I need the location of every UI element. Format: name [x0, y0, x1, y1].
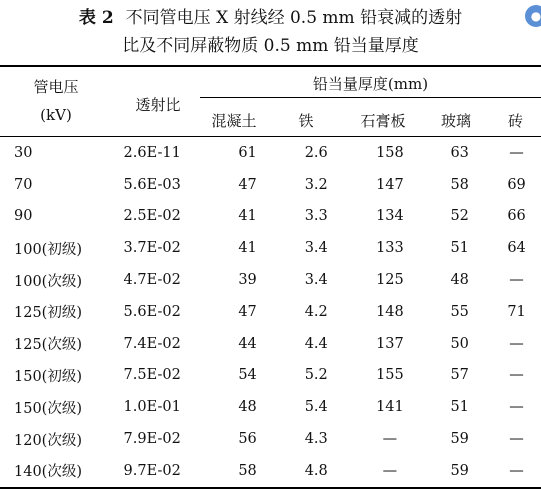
cell-glass: 52	[450, 208, 469, 225]
cell-concrete: 58	[238, 462, 257, 479]
cell-ratio: 9.7E-02	[123, 462, 181, 479]
cell-glass: 59	[450, 431, 469, 448]
table-row	[0, 328, 541, 360]
cell-brick: 66	[507, 208, 526, 225]
table-row	[0, 423, 541, 455]
cell-iron: 4.2	[304, 303, 328, 320]
cell-iron: 2.6	[304, 144, 328, 161]
cell-gypsum: 134	[376, 208, 404, 225]
cell-gypsum: 155	[376, 367, 404, 384]
cell-voltage: 125(次级)	[14, 337, 82, 354]
cell-brick: 69	[507, 176, 526, 193]
cell-glass: 55	[450, 303, 469, 320]
table-row	[0, 455, 541, 487]
table-row	[0, 232, 541, 264]
cell-voltage: 120(次级)	[14, 432, 82, 449]
caption-text-1: 不同管电压 X 射线经 0.5 mm 铅衰减的透射	[125, 8, 463, 28]
cell-iron: 3.2	[304, 176, 328, 193]
cell-gypsum: 125	[376, 272, 404, 289]
cell-voltage: 70	[14, 176, 33, 193]
cell-concrete: 54	[238, 367, 257, 384]
cell-brick: —	[509, 462, 524, 479]
cell-ratio: 2.5E-02	[123, 208, 181, 225]
cell-gypsum: 158	[376, 144, 404, 161]
group-underline	[200, 97, 541, 98]
cell-iron: 4.3	[304, 431, 328, 448]
cell-ratio: 5.6E-02	[123, 303, 181, 320]
cell-gypsum: —	[382, 462, 398, 479]
cell-voltage: 150(初级)	[14, 368, 82, 385]
table-row	[0, 201, 541, 233]
cell-glass: 51	[450, 399, 469, 416]
cell-glass: 63	[450, 144, 469, 161]
header-concrete: 混凝土	[211, 112, 257, 130]
cell-brick: —	[509, 431, 524, 448]
cell-glass: 57	[450, 367, 469, 384]
cell-voltage: 140(次级)	[14, 464, 82, 481]
cell-ratio: 1.0E-01	[123, 399, 181, 416]
table-row	[0, 360, 541, 392]
cell-ratio: 2.6E-11	[123, 144, 181, 161]
cell-iron: 5.4	[304, 399, 328, 416]
cell-concrete: 41	[238, 208, 257, 225]
cell-concrete: 48	[238, 399, 257, 416]
cell-gypsum: 141	[376, 399, 404, 416]
table-row	[0, 137, 541, 169]
table-top-rule	[0, 65, 541, 67]
cell-glass: 58	[450, 176, 469, 193]
cell-glass: 51	[450, 240, 469, 257]
table-row	[0, 391, 541, 423]
cell-glass: 50	[450, 335, 469, 352]
cell-voltage: 100(初级)	[14, 241, 82, 258]
cell-concrete: 47	[238, 303, 257, 320]
cell-iron: 3.3	[304, 208, 328, 225]
cell-concrete: 56	[238, 431, 257, 448]
cell-ratio: 7.4E-02	[123, 335, 181, 352]
cell-iron: 3.4	[304, 240, 328, 257]
cell-gypsum: 137	[376, 335, 404, 352]
cell-concrete: 39	[238, 272, 257, 289]
cell-ratio: 7.9E-02	[123, 431, 181, 448]
cell-brick: —	[509, 144, 524, 161]
cell-ratio: 4.7E-02	[123, 272, 181, 289]
floating-assistant-icon[interactable]: ●	[525, 5, 541, 27]
cell-brick: —	[509, 272, 524, 289]
table-row	[0, 296, 541, 328]
cell-brick: —	[509, 399, 524, 416]
header-voltage-unit: (kV)	[40, 106, 72, 124]
header-voltage: 管电压	[33, 78, 79, 96]
data-table	[0, 137, 541, 487]
table-caption-line1	[0, 3, 541, 28]
header-gypsum-board: 石膏板	[360, 112, 406, 130]
table-label: 表 2	[78, 8, 114, 28]
cell-iron: 5.2	[304, 367, 328, 384]
cell-concrete: 47	[238, 176, 257, 193]
cell-ratio: 5.6E-03	[123, 176, 181, 193]
header-transmission-ratio: 透射比	[135, 96, 181, 114]
cell-voltage: 100(次级)	[14, 273, 82, 290]
header-lead-equivalent: 铅当量厚度(mm)	[312, 75, 429, 93]
cell-brick: —	[509, 367, 524, 384]
cell-voltage: 150(次级)	[14, 400, 82, 417]
cell-glass: 59	[450, 462, 469, 479]
header-iron: 铁	[298, 112, 314, 130]
cell-concrete: 44	[238, 335, 257, 352]
cell-brick: 71	[507, 303, 526, 320]
cell-gypsum: 148	[376, 303, 404, 320]
cell-iron: 3.4	[304, 272, 328, 289]
cell-voltage: 30	[14, 144, 33, 161]
cell-concrete: 41	[238, 240, 257, 257]
cell-concrete: 61	[238, 144, 257, 161]
cell-brick: 64	[507, 240, 526, 257]
cell-voltage: 90	[14, 208, 33, 225]
table-row	[0, 264, 541, 296]
table-row	[0, 169, 541, 201]
cell-voltage: 125(初级)	[14, 305, 82, 322]
header-glass: 玻璃	[440, 112, 471, 130]
caption-text-2: 比及不同屏蔽物质 0.5 mm 铅当量厚度	[122, 36, 419, 56]
cell-gypsum: —	[382, 431, 398, 448]
cell-ratio: 7.5E-02	[123, 367, 181, 384]
header-brick: 砖	[507, 112, 523, 130]
cell-iron: 4.4	[304, 335, 328, 352]
cell-glass: 48	[450, 272, 469, 289]
cell-ratio: 3.7E-02	[123, 240, 181, 257]
cell-brick: —	[509, 335, 524, 352]
cell-iron: 4.8	[304, 462, 328, 479]
cell-gypsum: 133	[376, 240, 404, 257]
cell-gypsum: 147	[376, 176, 404, 193]
